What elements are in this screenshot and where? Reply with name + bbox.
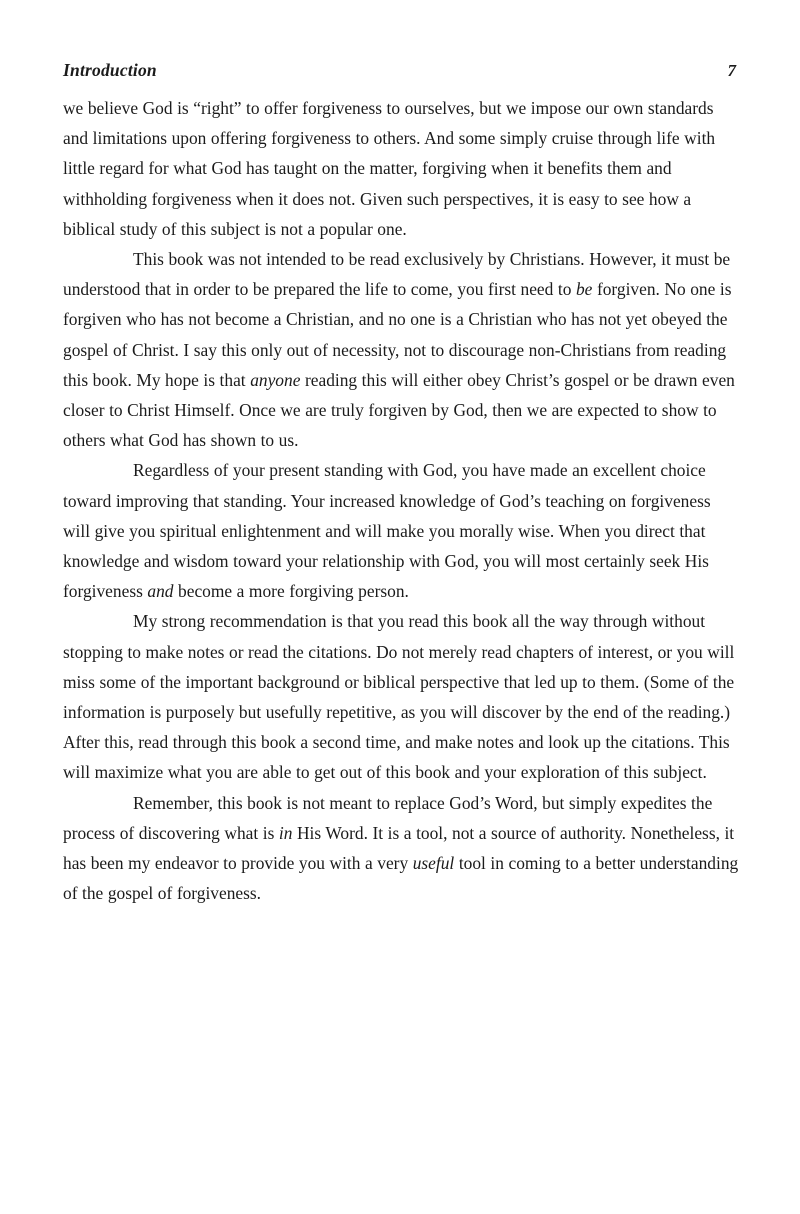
body-text: Regardless of your present standing with God, you have made an excellent choice toward improving that standing. Your increased knowledge of God’s teaching on forgiveness will give you spiritual enlightenment and will make you morally wise. When you direct that knowledge and wisdom toward your relationship with God, you will most certainly seek His forgiveness bbox=[63, 460, 711, 602]
body-text-column bbox=[63, 93, 742, 908]
body-text: tool in coming to a better understanding of the gospel of forgiveness. bbox=[63, 853, 739, 904]
body-text: reading this will either obey Christ’s gospel or be drawn even closer to Christ Himself. Once we are truly forgiven by God, then we are expected to show to others what God has shown to us. bbox=[63, 369, 735, 451]
running-head bbox=[63, 62, 736, 88]
running-head-title: Introduction bbox=[63, 60, 157, 80]
body-text: Remember, this book is not meant to replace God’s Word, but simply expedites the process of discovering what is bbox=[63, 792, 713, 843]
body-text: become a more forgiving person. bbox=[173, 581, 409, 602]
paragraph bbox=[63, 93, 742, 244]
paragraph bbox=[63, 244, 742, 455]
body-text: we believe God is “right” to offer forgiveness to ourselves, but we impose our own standards and limitations upon offering forgiveness to others. And some simply cruise through life with little regard for what God has taught on the matter, forgiving when it benefits them and withholding forgiveness when it does not. Given such perspectives, it is easy to see how a biblical study of this subject is not a popular one. bbox=[63, 98, 716, 239]
body-text: This book was not intended to be read exclusively by Christians. However, it must be understood that in order to be prepared the life to come, you first need to bbox=[63, 249, 731, 300]
body-text: His Word. It is a tool, not a source of authority. Nonetheless, it has been my endeavor to provide you with a very bbox=[63, 822, 735, 874]
paragraph bbox=[63, 788, 742, 909]
emphasis-text: and bbox=[147, 581, 174, 602]
paragraph bbox=[63, 606, 742, 787]
emphasis-text: anyone bbox=[250, 369, 301, 390]
emphasis-text: useful bbox=[412, 853, 455, 874]
emphasis-text: in bbox=[278, 822, 293, 843]
body-text: forgiven. No one is forgiven who has not become a Christian, and no one is a Christian who has not yet obeyed the gospel of Christ. I say this only out of necessity, not to discourage non-Christians from reading this book. My hope is that bbox=[63, 279, 732, 390]
emphasis-text: be bbox=[575, 279, 593, 300]
body-text: My strong recommendation is that you read this book all the way through without stopping to make notes or read the citations. Do not merely read chapters of interest, or you will miss some of the important background or biblical perspective that led up to them. (Some of the information is purposely but usefully repetitive, as you will discover by the end of the reading.) After this, read through this book a second time, and make notes and look up the citations. This will maximize what you are able to get out of this book and your exploration of this subject. bbox=[63, 611, 735, 783]
page-number: 7 bbox=[727, 61, 736, 80]
paragraph bbox=[63, 455, 742, 606]
